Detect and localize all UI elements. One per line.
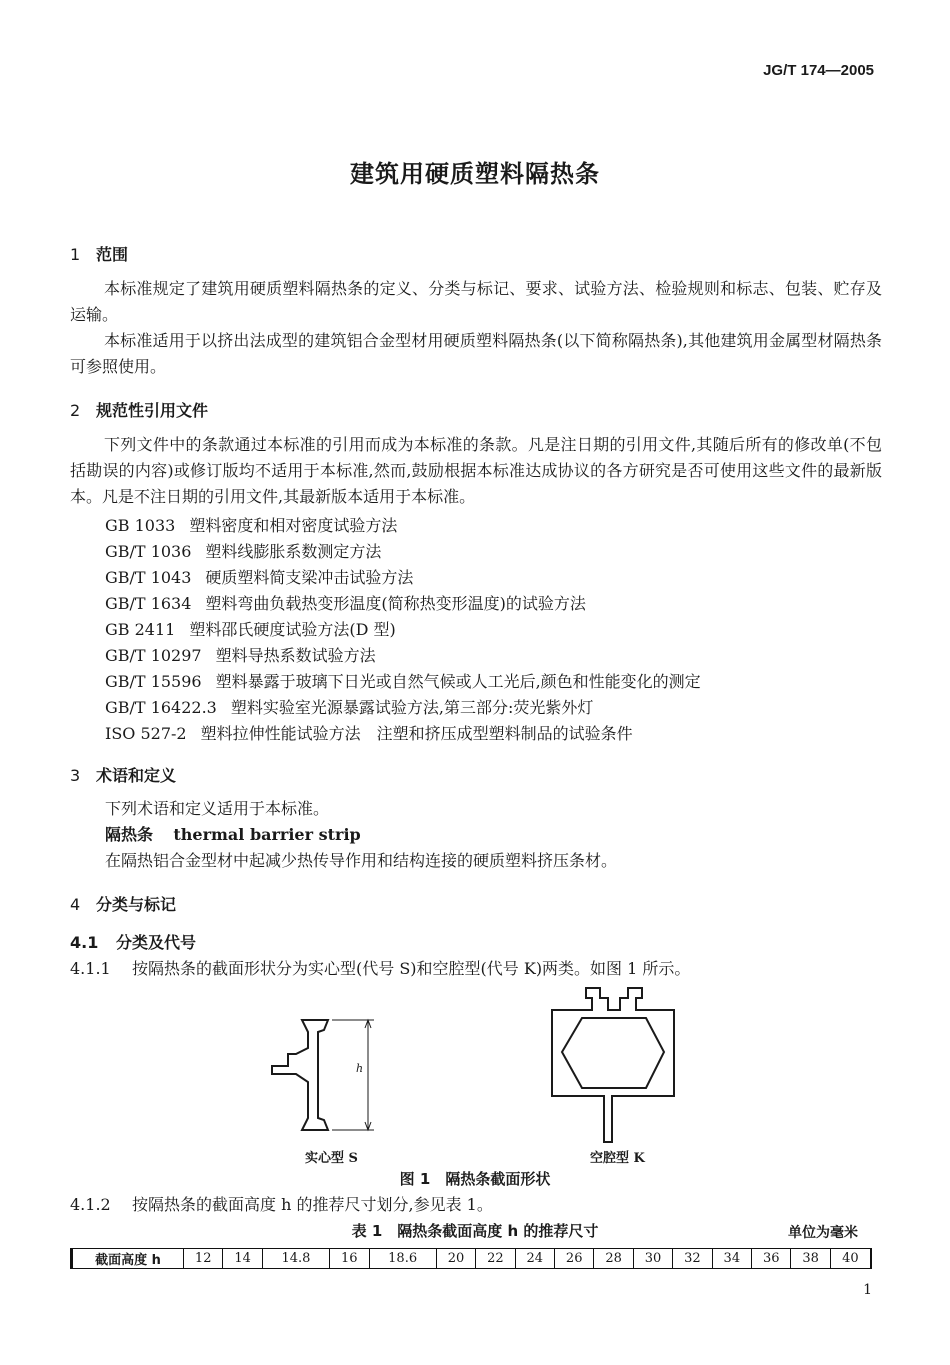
- reference-title: 塑料拉伸性能试验方法 注塑和挤压成型塑料制品的试验条件: [200, 724, 633, 743]
- reference-item: [105, 539, 381, 562]
- document-title: 建筑用硬质塑料隔热条: [350, 160, 600, 188]
- height-table: [70, 1248, 872, 1269]
- term-chinese: 隔热条: [105, 825, 154, 844]
- table-cell: 22: [476, 1249, 515, 1269]
- section-1-heading: [70, 242, 128, 265]
- section-2-paragraph: 下列文件中的条款通过本标准的引用而成为本标准的条款。凡是注日期的引用文件,其随后所有的修改单(不包括勘误的内容)或修订版均不适用于本标准,然而,鼓励根据本标准达成协议的各方研究是否可使用这些文件的最新版本。凡是不注日期的引用文件,其最新版本适用于本标准。: [70, 435, 882, 506]
- table-cell: 30: [633, 1249, 672, 1269]
- solid-profile-shape: [272, 1020, 328, 1130]
- table-cell: 32: [673, 1249, 712, 1269]
- reference-title: 塑料导热系数试验方法: [215, 646, 376, 665]
- clause-text: 按隔热条的截面高度 h 的推荐尺寸划分,参见表 1。: [132, 1195, 493, 1214]
- reference-title: 塑料暴露于玻璃下日光或自然气候或人工光后,颜色和性能变化的测定: [215, 672, 701, 691]
- table-cell: 24: [515, 1249, 554, 1269]
- section-2-heading: [70, 398, 208, 421]
- page-number: 1: [863, 1282, 872, 1298]
- table-cell: 38: [791, 1249, 830, 1269]
- reference-item: [105, 617, 396, 640]
- subsection-number: 4.1: [70, 933, 99, 952]
- clause-4-1-1: [70, 956, 690, 982]
- clause-number: 4.1.2: [70, 1195, 111, 1214]
- reference-code: GB/T 10297: [105, 646, 202, 665]
- hollow-profile-shape: [552, 988, 674, 1142]
- reference-title: 硬质塑料简支梁冲击试验方法: [205, 568, 414, 587]
- section-number: 1: [70, 245, 81, 264]
- clause-4-1-2: [70, 1192, 493, 1218]
- table-title: 表 1 隔热条截面高度 h 的推荐尺寸: [351, 1222, 599, 1240]
- section-title: 分类与标记: [96, 895, 177, 914]
- solid-profile-figure: [262, 1010, 384, 1136]
- table-cell: 16: [330, 1249, 369, 1269]
- subsection-4-1-heading: [70, 930, 196, 953]
- reference-item: [105, 643, 376, 666]
- table-cell: 12: [184, 1249, 223, 1269]
- reference-code: GB/T 1634: [105, 594, 192, 613]
- reference-code: ISO 527-2: [105, 724, 187, 743]
- table-cell: 18.6: [369, 1249, 436, 1269]
- section-1-paragraph-2: 本标准适用于以挤出法成型的建筑铝合金型材用硬质塑料隔热条(以下简称隔热条),其他建筑用金属型材隔热条可参照使用。: [70, 331, 882, 376]
- table-cell: 20: [436, 1249, 475, 1269]
- reference-code: GB/T 1036: [105, 542, 192, 561]
- reference-code: GB 2411: [105, 620, 176, 639]
- reference-item: [105, 513, 397, 536]
- reference-title: 塑料弯曲负载热变形温度(简称热变形温度)的试验方法: [205, 594, 586, 613]
- hollow-type-caption: 空腔型 K: [590, 1151, 645, 1166]
- table-header-cell: 截面高度 h: [72, 1249, 184, 1269]
- reference-code: GB/T 16422.3: [105, 698, 217, 717]
- section-3-intro: 下列术语和定义适用于本标准。: [105, 799, 330, 818]
- term-definition: 在隔热铝合金型材中起减少热传导作用和结构连接的硬质塑料挤压条材。: [105, 851, 618, 870]
- reference-item: [105, 669, 701, 692]
- figure-caption: 图 1 隔热条截面形状: [399, 1170, 551, 1188]
- section-title: 范围: [96, 245, 129, 264]
- hollow-profile-figure: [546, 984, 682, 1148]
- section-3-heading: [70, 763, 176, 786]
- table-cell: 34: [712, 1249, 751, 1269]
- height-label: h: [356, 1062, 364, 1075]
- section-number: 3: [70, 766, 81, 785]
- reference-item: [105, 565, 413, 588]
- section-1-paragraph-1: 本标准规定了建筑用硬质塑料隔热条的定义、分类与标记、要求、试验方法、检验规则和标志、包装、贮存及运输。: [70, 279, 882, 324]
- table-cell: 36: [752, 1249, 791, 1269]
- reference-code: GB 1033: [105, 516, 176, 535]
- table-cell: 28: [594, 1249, 633, 1269]
- reference-title: 塑料密度和相对密度试验方法: [189, 516, 398, 535]
- section-number: 2: [70, 401, 81, 420]
- reference-code: GB/T 1043: [105, 568, 192, 587]
- table-cell: 14: [223, 1249, 262, 1269]
- reference-code: GB/T 15596: [105, 672, 202, 691]
- reference-title: 塑料实验室光源暴露试验方法,第三部分:荧光紫外灯: [230, 698, 594, 717]
- section-title: 规范性引用文件: [96, 401, 209, 420]
- term-entry: [105, 822, 361, 848]
- height-dimension: [332, 1020, 374, 1130]
- reference-title: 塑料线膨胀系数测定方法: [205, 542, 382, 561]
- section-number: 4: [70, 895, 81, 914]
- table-cell: 14.8: [262, 1249, 329, 1269]
- reference-item: [105, 591, 586, 614]
- table-cell: 40: [830, 1249, 871, 1269]
- table-row: [72, 1249, 872, 1269]
- table-cell: 26: [555, 1249, 594, 1269]
- term-english: thermal barrier strip: [173, 825, 361, 844]
- section-title: 术语和定义: [96, 766, 177, 785]
- subsection-title: 分类及代号: [116, 933, 197, 952]
- standard-code: JG/T 174—2005: [763, 62, 874, 79]
- reference-item: [105, 721, 633, 744]
- clause-number: 4.1.1: [70, 959, 111, 978]
- solid-type-caption: 实心型 S: [305, 1151, 358, 1166]
- section-4-heading: [70, 892, 176, 915]
- reference-item: [105, 695, 593, 718]
- reference-title: 塑料邵氏硬度试验方法(D 型): [189, 620, 396, 639]
- table-unit: 单位为毫米: [788, 1225, 858, 1241]
- clause-text: 按隔热条的截面形状分为实心型(代号 S)和空腔型(代号 K)两类。如图 1 所示。: [132, 959, 691, 978]
